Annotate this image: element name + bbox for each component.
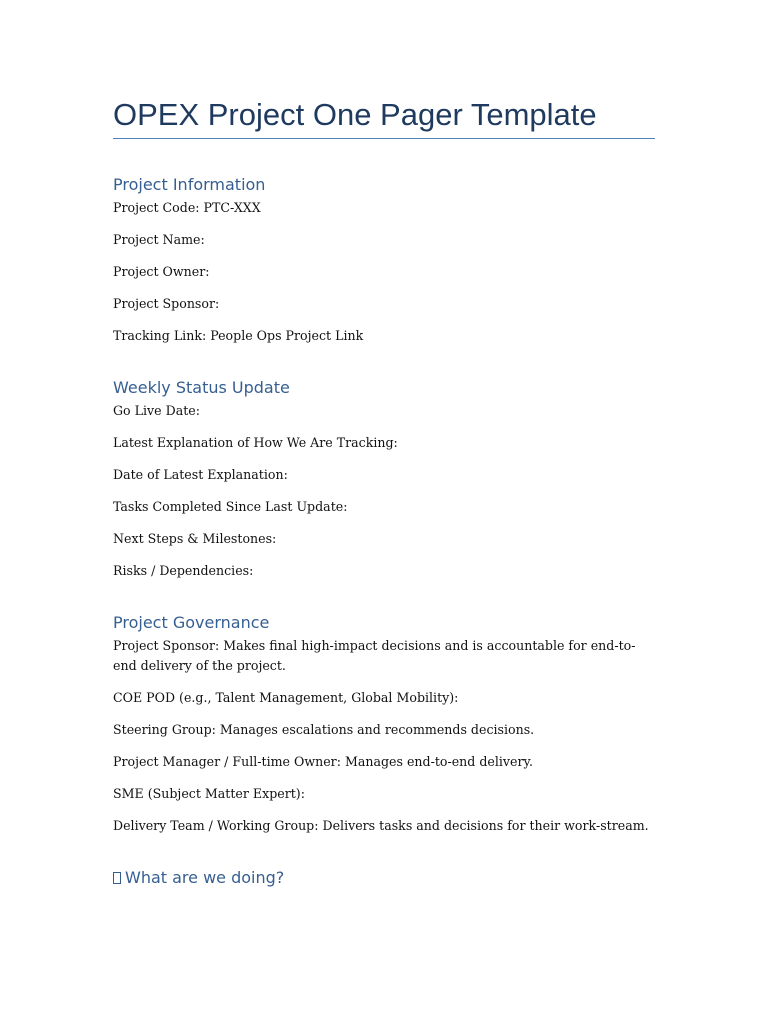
date-latest-explanation-line: Date of Latest Explanation: — [113, 467, 288, 482]
section-heading-what-are-we-doing: What are we doing? — [125, 868, 285, 887]
project-sponsor-line: Project Sponsor: — [113, 296, 220, 311]
governance-project-manager-line: Project Manager / Full-time Owner: Manages end-to-end delivery. — [113, 754, 533, 769]
document-content — [113, 96, 655, 888]
governance-steering-group-line: Steering Group: Manages escalations and recommends decisions. — [113, 722, 535, 737]
section-heading-project-information: Project Information — [113, 175, 266, 194]
governance-sme-line: SME (Subject Matter Expert): — [113, 786, 305, 801]
next-steps-line: Next Steps & Milestones: — [113, 531, 277, 546]
go-live-date-line: Go Live Date: — [113, 403, 200, 418]
governance-sponsor-line: Project Sponsor: Makes final high-impact decisions and is accountable for end-to-end delivery of the project. — [113, 638, 636, 673]
project-owner-line: Project Owner: — [113, 264, 210, 279]
project-code-line: Project Code: PTC-XXX — [113, 200, 261, 215]
section-project-information — [113, 175, 655, 346]
latest-explanation-line: Latest Explanation of How We Are Tracking: — [113, 435, 398, 450]
governance-coe-pod-line: COE POD (e.g., Talent Management, Global Mobility): — [113, 690, 459, 705]
risks-dependencies-line: Risks / Dependencies: — [113, 563, 254, 578]
tasks-completed-line: Tasks Completed Since Last Update: — [113, 499, 348, 514]
section-weekly-status-update — [113, 378, 655, 581]
section-heading-project-governance: Project Governance — [113, 613, 270, 632]
section-heading-weekly-status-update: Weekly Status Update — [113, 378, 290, 397]
project-name-line: Project Name: — [113, 232, 205, 247]
governance-delivery-team-line: Delivery Team / Working Group: Delivers tasks and decisions for their work-stream. — [113, 818, 649, 833]
section-project-governance — [113, 613, 655, 836]
missing-glyph-icon — [113, 872, 121, 884]
tracking-link-line: Tracking Link: People Ops Project Link — [113, 328, 364, 343]
document-title: OPEX Project One Pager Template — [113, 96, 655, 139]
section-what-are-we-doing — [113, 868, 655, 888]
